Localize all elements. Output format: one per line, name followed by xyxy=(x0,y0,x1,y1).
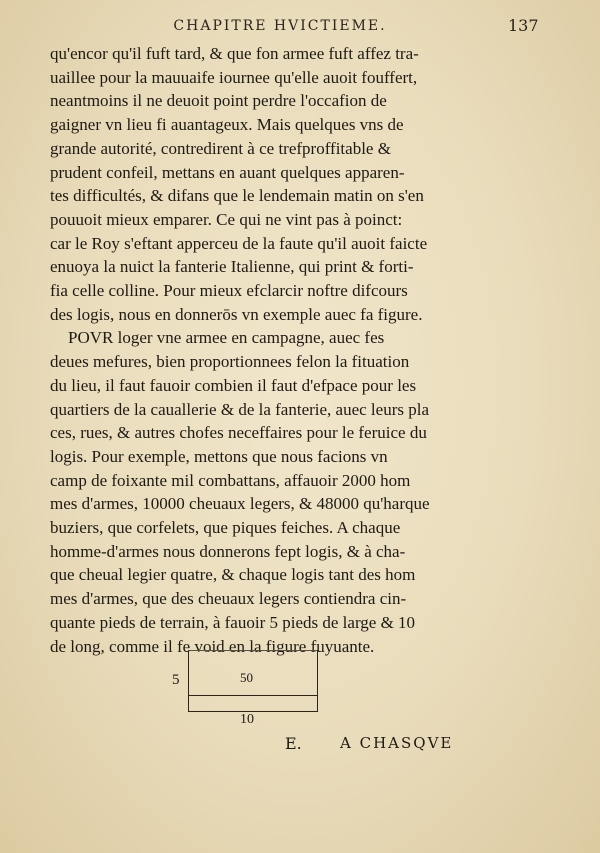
text-line: buziers, que corfelets, que piques feiches. A chaque xyxy=(50,518,401,538)
figure-width-label: 5 xyxy=(172,672,180,688)
text-line: deues mefures, bien proportionnees felon la fituation xyxy=(50,352,410,372)
text-line: prudent confeil, mettans en auant quelques apparen- xyxy=(50,162,405,182)
text-line: du lieu, il faut fauoir combien il faut d'efpace pour les xyxy=(50,375,417,395)
page-number: 137 xyxy=(508,16,539,35)
text-line: mes d'armes, que des cheuaux legers contiendra cin- xyxy=(50,589,407,609)
text-line: neantmoins il ne deuoit point perdre l'occafion de xyxy=(50,91,387,111)
text-line: car le Roy s'eftant apperceu de la faute qu'il auoit faicte xyxy=(50,233,428,253)
figure-length-label: 10 xyxy=(240,712,254,727)
running-title: CHAPITRE HVICTIEME. xyxy=(173,18,387,34)
text-line: logis. Pour exemple, mettons que nous facions vn xyxy=(50,446,388,466)
text-line: des logis, nous en donnerōs vn exemple auec fa figure. xyxy=(50,304,423,324)
signature-mark: E. xyxy=(285,734,302,753)
text-line: gaigner vn lieu fi auantageux. Mais quelques vns de xyxy=(50,115,404,135)
text-line: pouuoit mieux emparer. Ce qui ne vint pas à poinct: xyxy=(50,209,403,229)
text-line: quartiers de la cauallerie & de la fanterie, auec leurs pla xyxy=(50,399,429,419)
text-line: ces, rues, & autres chofes neceffaires pour le feruice du xyxy=(50,423,427,443)
text-line: camp de foixante mil combattans, affauoir 2000 hom xyxy=(50,470,411,490)
text-line: POVR loger vne armee en campagne, auec fes xyxy=(68,328,385,348)
figure-area-label: 50 xyxy=(240,670,253,685)
text-line: quante pieds de terrain, à fauoir 5 pieds de large & 10 xyxy=(50,612,416,632)
text-line: que cheual legier quatre, & chaque logis tant des hom xyxy=(50,565,416,585)
text-line: tes difficultés, & difans que le lendemain matin on s'en xyxy=(50,186,424,206)
text-line: uaillee pour la mauuaife iournee qu'elle auoit fouffert, xyxy=(50,67,418,87)
text-line: enuoya la nuict la fanterie Italienne, qui print & forti- xyxy=(50,257,414,277)
text-line: mes d'armes, 10000 cheuaux legers, & 48000 qu'harque xyxy=(50,494,430,514)
text-line: homme-d'armes nous donnerons fept logis, & à cha- xyxy=(50,541,406,561)
body-text xyxy=(50,42,460,658)
figure-divider xyxy=(189,695,317,696)
text-line: grande autorité, contredirent à ce trefproffitable & xyxy=(50,138,391,158)
text-line: de long, comme il fe void en la figure fuyuante. xyxy=(50,636,375,656)
text-line: fia celle colline. Pour mieux efclarcir noftre difcours xyxy=(50,281,408,301)
text-line: qu'encor qu'il fuft tard, & que fon armee fuft affez tra- xyxy=(50,44,419,63)
catchword: A CHASQVE xyxy=(340,734,454,752)
lodging-figure xyxy=(188,650,318,712)
